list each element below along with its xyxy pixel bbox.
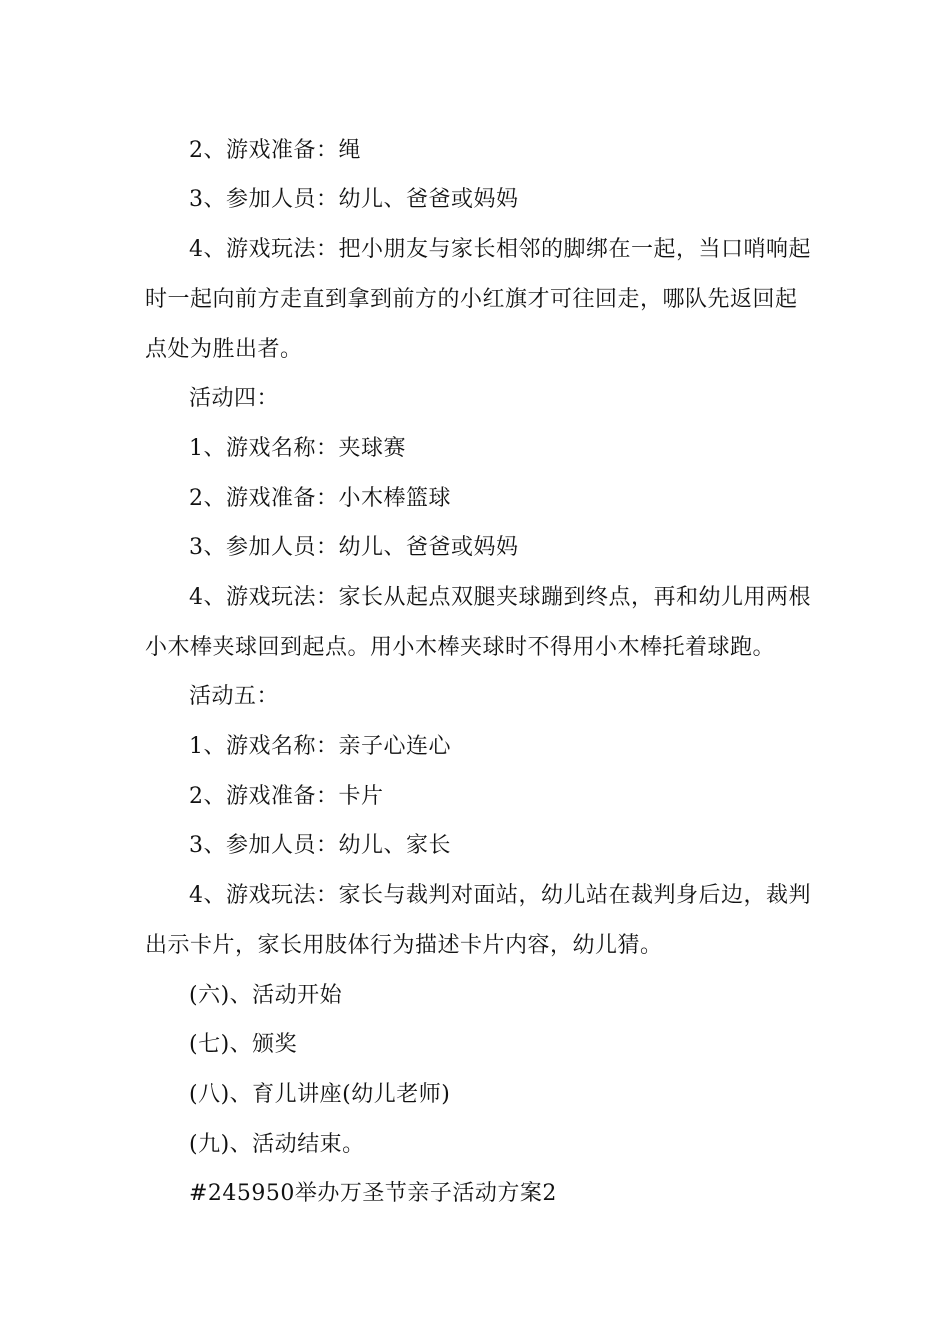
text-line: (八)、育儿讲座(幼儿老师) <box>189 1082 451 1107</box>
text-line: 1、游戏名称：亲子心连心 <box>189 734 451 759</box>
text-line: 4、游戏玩法：家长与裁判对面站，幼儿站在裁判身后边，裁判 <box>189 883 811 908</box>
text-line: 4、游戏玩法：把小朋友与家长相邻的脚绑在一起，当口哨响起 <box>189 237 811 262</box>
text-line: (九)、活动结束。 <box>189 1132 365 1157</box>
text-line: 3、参加人员：幼儿、爸爸或妈妈 <box>189 187 519 212</box>
text-line: 2、游戏准备：小木棒篮球 <box>189 486 451 511</box>
document-title-line: #245950举办万圣节亲子活动方案2 <box>189 1181 557 1206</box>
text-line: 3、参加人员：幼儿、家长 <box>189 833 451 858</box>
text-line: 时一起向前方走直到拿到前方的小红旗才可往回走，哪队先返回起 <box>145 287 798 312</box>
text-line: 3、参加人员：幼儿、爸爸或妈妈 <box>189 535 519 560</box>
text-line: 出示卡片，家长用肢体行为描述卡片内容，幼儿猜。 <box>145 933 663 958</box>
text-line: 2、游戏准备：绳 <box>189 138 361 163</box>
text-line: (六)、活动开始 <box>189 983 343 1008</box>
section-heading: 活动四： <box>189 386 280 411</box>
text-line: 小木棒夹球回到起点。用小木棒夹球时不得用小木棒托着球跑。 <box>145 635 776 660</box>
text-line: (七)、颁奖 <box>189 1032 298 1057</box>
text-line: 点处为胜出者。 <box>145 337 303 362</box>
section-heading: 活动五： <box>189 684 280 709</box>
text-line: 2、游戏准备：卡片 <box>189 784 384 809</box>
text-line: 1、游戏名称：夹球赛 <box>189 436 406 461</box>
text-line: 4、游戏玩法：家长从起点双腿夹球蹦到终点，再和幼儿用两根 <box>189 585 811 610</box>
